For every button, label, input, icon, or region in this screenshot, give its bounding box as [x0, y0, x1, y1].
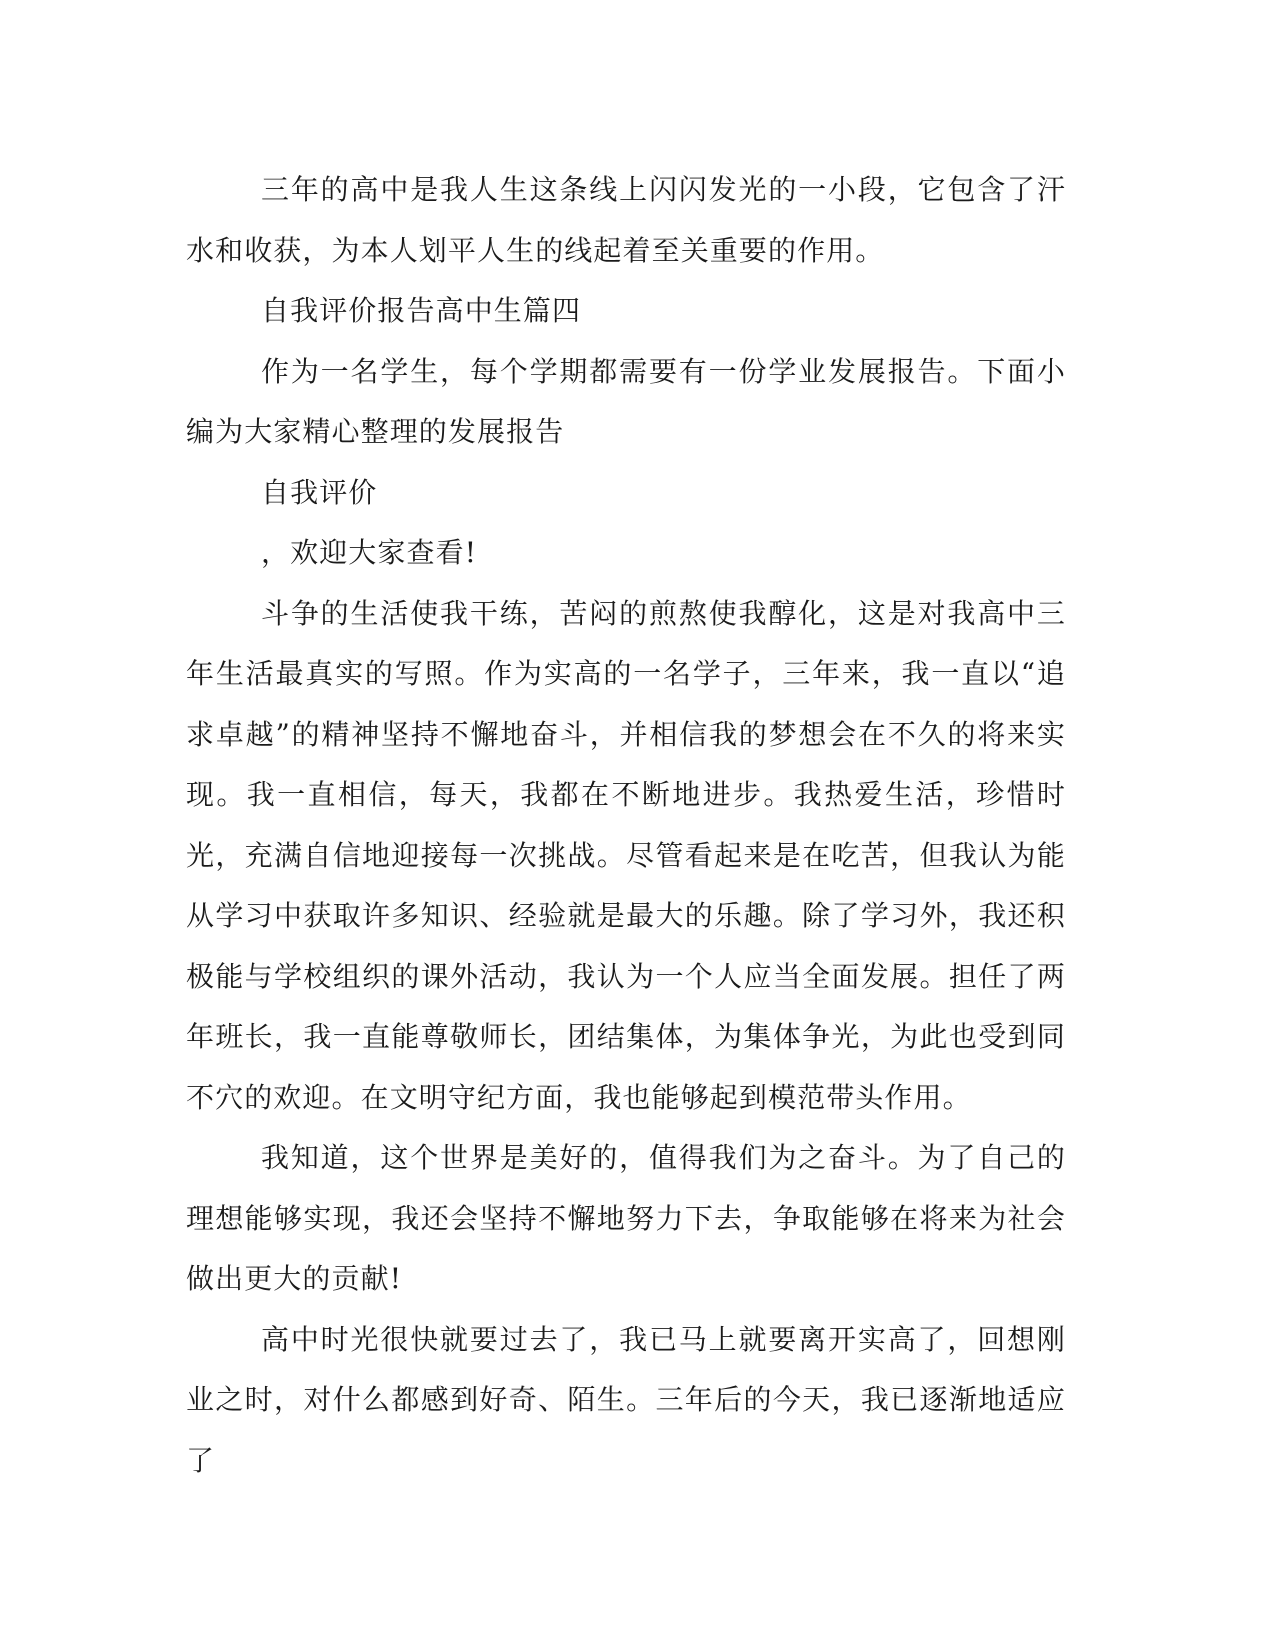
paragraph-aspiration: 我知道，这个世界是美好的，值得我们为之奋斗。为了自己的理想能够实现，我还会坚持不懈地努力下去，争取能够在将来为社会做出更大的贡献! — [186, 1141, 1066, 1295]
section-heading: 自我评价报告高中生篇四 — [261, 294, 582, 327]
paragraph-keyword: 自我评价 — [261, 475, 378, 509]
document-body — [186, 160, 1066, 1491]
paragraph-reflection: 高中时光很快就要过去了，我已马上就要离开实高了，回想刚业之时，对什么都感到好奇、陌生。三年后的今天，我已逐渐地适应了 — [186, 1322, 1066, 1477]
paragraph-self-evaluation: 斗争的生活使我干练，苦闷的煎熬使我醇化，这是对我高中三年生活最真实的写照。作为实高的一名学子，三年来，我一直以“追求卓越”的精神坚持不懈地奋斗，并相信我的梦想会在不久的将来实现。我一直相信，每天，我都在不断地进步。我热爱生活，珍惜时光，充满自信地迎接每一次挑战。尽管看起来是在吃苦，但我认为能从学习中获取许多知识、经验就是最大的乐趣。除了学习外，我还积极能与学校组织的课外活动，我认为一个人应当全面发展。担任了两年班长，我一直能尊敬师长，团结集体，为集体争光，为此也受到同不穴的欢迎。在文明守纪方面，我也能够起到模范带头作用。 — [186, 596, 1066, 1114]
paragraph-welcome: ，欢迎大家查看! — [261, 536, 478, 569]
paragraph-lead: 作为一名学生，每个学期都需要有一份学业发展报告。下面小编为大家精心整理的发展报告 — [186, 354, 1066, 448]
paragraph-intro-conclusion: 三年的高中是我人生这条线上闪闪发光的一小段，它包含了汗水和收获，为本人划平人生的线起着至关重要的作用。 — [186, 173, 1066, 267]
